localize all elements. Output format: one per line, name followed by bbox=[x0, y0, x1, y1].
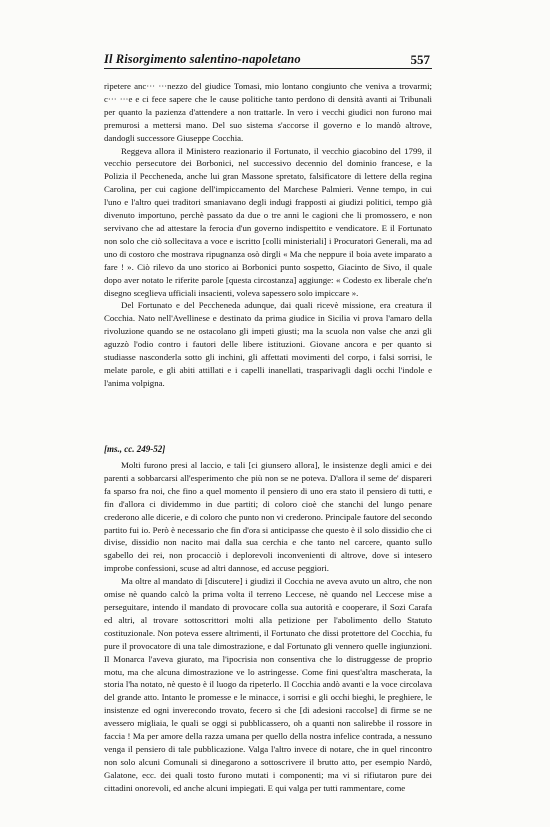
body-text-upper bbox=[104, 80, 432, 390]
header-rule bbox=[104, 68, 432, 69]
paragraph: Del Fortunato e del Peccheneda adunque, dai quali ricevè missione, era creatura il Cocchia. Nato nell'Avellinese e destinato da prima giudice in Sicilia vi prova l'amaro della rivoluzione quando se ne ostacolano gli impeti giusti; ma la scuola non valse che anzi gli aguzzò l'odio contro i fautori delle libere istituzioni. Giovane ancora e per quanto si studiasse nasconderla sotto gli inchini, gli affettati movimenti del corpo, i falsi sorrisi, le melate parole, e gli abiti attillati e i capelli inanellati, trasparivagli dagli occhi l'indole e l'anima volpigna. bbox=[104, 300, 432, 388]
paragraph: Reggeva allora il Ministero reazionario il Fortunato, il vecchio giacobino del 1799, il vecchio persecutore dei Borbonici, nel successivo decennio del dominio francese, e la Polizia il Peccheneda, anche lui gran Massone spretato, falsificatore di lettere della regina Carolina, per cui cagione dell'impiccamento del Marchese Palmieri. Venne tempo, in cui l'uno e l'altro quei traditori smaniavano degli indugi frapposti ai giudizi politici, tempo già divenuto importuno, perchè passato da due o tre anni le cagioni che li promossero, e non servivano che ad attestare la ferocia d'un governo indispettito e vendicatore. E il Fortunato non solo che ciò sollecitava a voce e iscritto [colli ministeriali] i Procuratori Generali, ma ad uno di costoro che mostrava ripugnanza osò dirgli « Ma che neppure il boia avete imparato a fare ! ». Ciò rilevo da uno storico ai Borbonici punto sospetto, Giacinto de Sivo, il quale dopo aver notato le riferite parole [questa circostanza] aggiunge: « Codesto ex liberale che'n disegno sceglieva ufficiali insacienti, voleva sapessero solo impiccare ». bbox=[104, 145, 432, 298]
running-header bbox=[104, 52, 430, 67]
page-number: 557 bbox=[410, 52, 430, 67]
paragraph: ripetere anc··· ···nezzo del giudice Tomasi, mio lontano congiunto che veniva a trovarmi; c··· ···e e ci fece sapere che le cause politiche tanto perdono di densità avanti ai Tribunali per quanto la pazienza d'attendere a non trattarle. In vero i vecchi giudici non furono mai premurosi a mettersi mano. Del suo sistema s'accorse il governo e lo mandò altrove, dandogli successore Giuseppe Cocchia. bbox=[104, 81, 432, 143]
paragraph: Ma oltre al mandato di [discutere] i giudizi il Cocchia ne aveva avuto un altro, che non omise nè quando calcò la prima volta il terreno Leccese, nè quando nel Leccese mise a perseguitare, intendo il mandato di provocare colla sua autorità e cooperare, il Sozi Carafa ed altri, al trovare sottoscrittori molti alla petizione per l'abolimento dello Statuto costituzionale. Non poteva essere altrimenti, il Fortunato che dissi protettore del Cocchia, fu pure il provocatore di una tale dimostrazione, e dal Fortunato gli vennero quelle ingiunzioni. Il Monarca l'aveva giurato, ma l'ipocrisia non consentiva che lo distruggesse de proprio motu, ma che alcuna dimostrazione ve lo astringesse. Come fini quest'altra mascherata, la storia l'ha notato, nè questo è il luogo da ripeterlo. Il Cocchia andò avanti e la voce circolava del grande atto. Intanto le promesse e le minacce, i sorrisi e gli occhi bieghi, le preghiere, le insistenze ed ogni inverecondo trovato, fecero sì che [di adesioni raccolse] di firme se ne avessero migliaia, le quali se oggi si pubblicassero, oh a quanti non salirebbe il rossore in faccia ! Ma per amore della razza umana per quello della nostra infelice contrada, a nessuno venga il pensiero di tale pubblicazione. Valga l'altro invece di notare, che in quel rincontro non solo alcuni Comunali si dinegarono a sottoscrivere il brutto atto, per esempio Nardò, Galatone, ecc. dei quali tosto furono mutati i componenti; ma vi si rifiutaron pure dei cittadini onorevoli, ed anche alcuni impiegati. E qui valga per tutti rammentare, come bbox=[104, 576, 432, 793]
body-text-lower bbox=[104, 459, 432, 795]
running-title: Il Risorgimento salentino-napoletano bbox=[104, 52, 301, 66]
paragraph: Molti furono presi al laccio, e tali [ci giunsero allora], le insistenze degli amici e dei parenti a sobbarcarsi all'esperimento che più non se ne poteva. D'allora il seme de' dispareri fa sparso fra noi, che fino a quel momento il pensiero di uno era stato il pensiero di tutti, e fin d'allora ci dividemmo in due partiti; di coloro cioè che stanchi del lungo penare crederono alle dicerie, e di coloro che punto non vi crederono. Principale fautore del secondo partito fui io. Però è necessario che fin d'ora si anticipasse che questo è il solo dissidio che ci divise, dissidio non nacito mai dalla sua cerchia e che tanto nel carcere, quanto sullo sgabello dei rei, non procacciò i deplorevoli inconvenienti di altrove, dove si intesero improbe confessioni, scuse ad altri dannose, ed accuse peggiori. bbox=[104, 460, 432, 574]
manuscript-reference: [ms., cc. 249-52] bbox=[104, 444, 166, 454]
